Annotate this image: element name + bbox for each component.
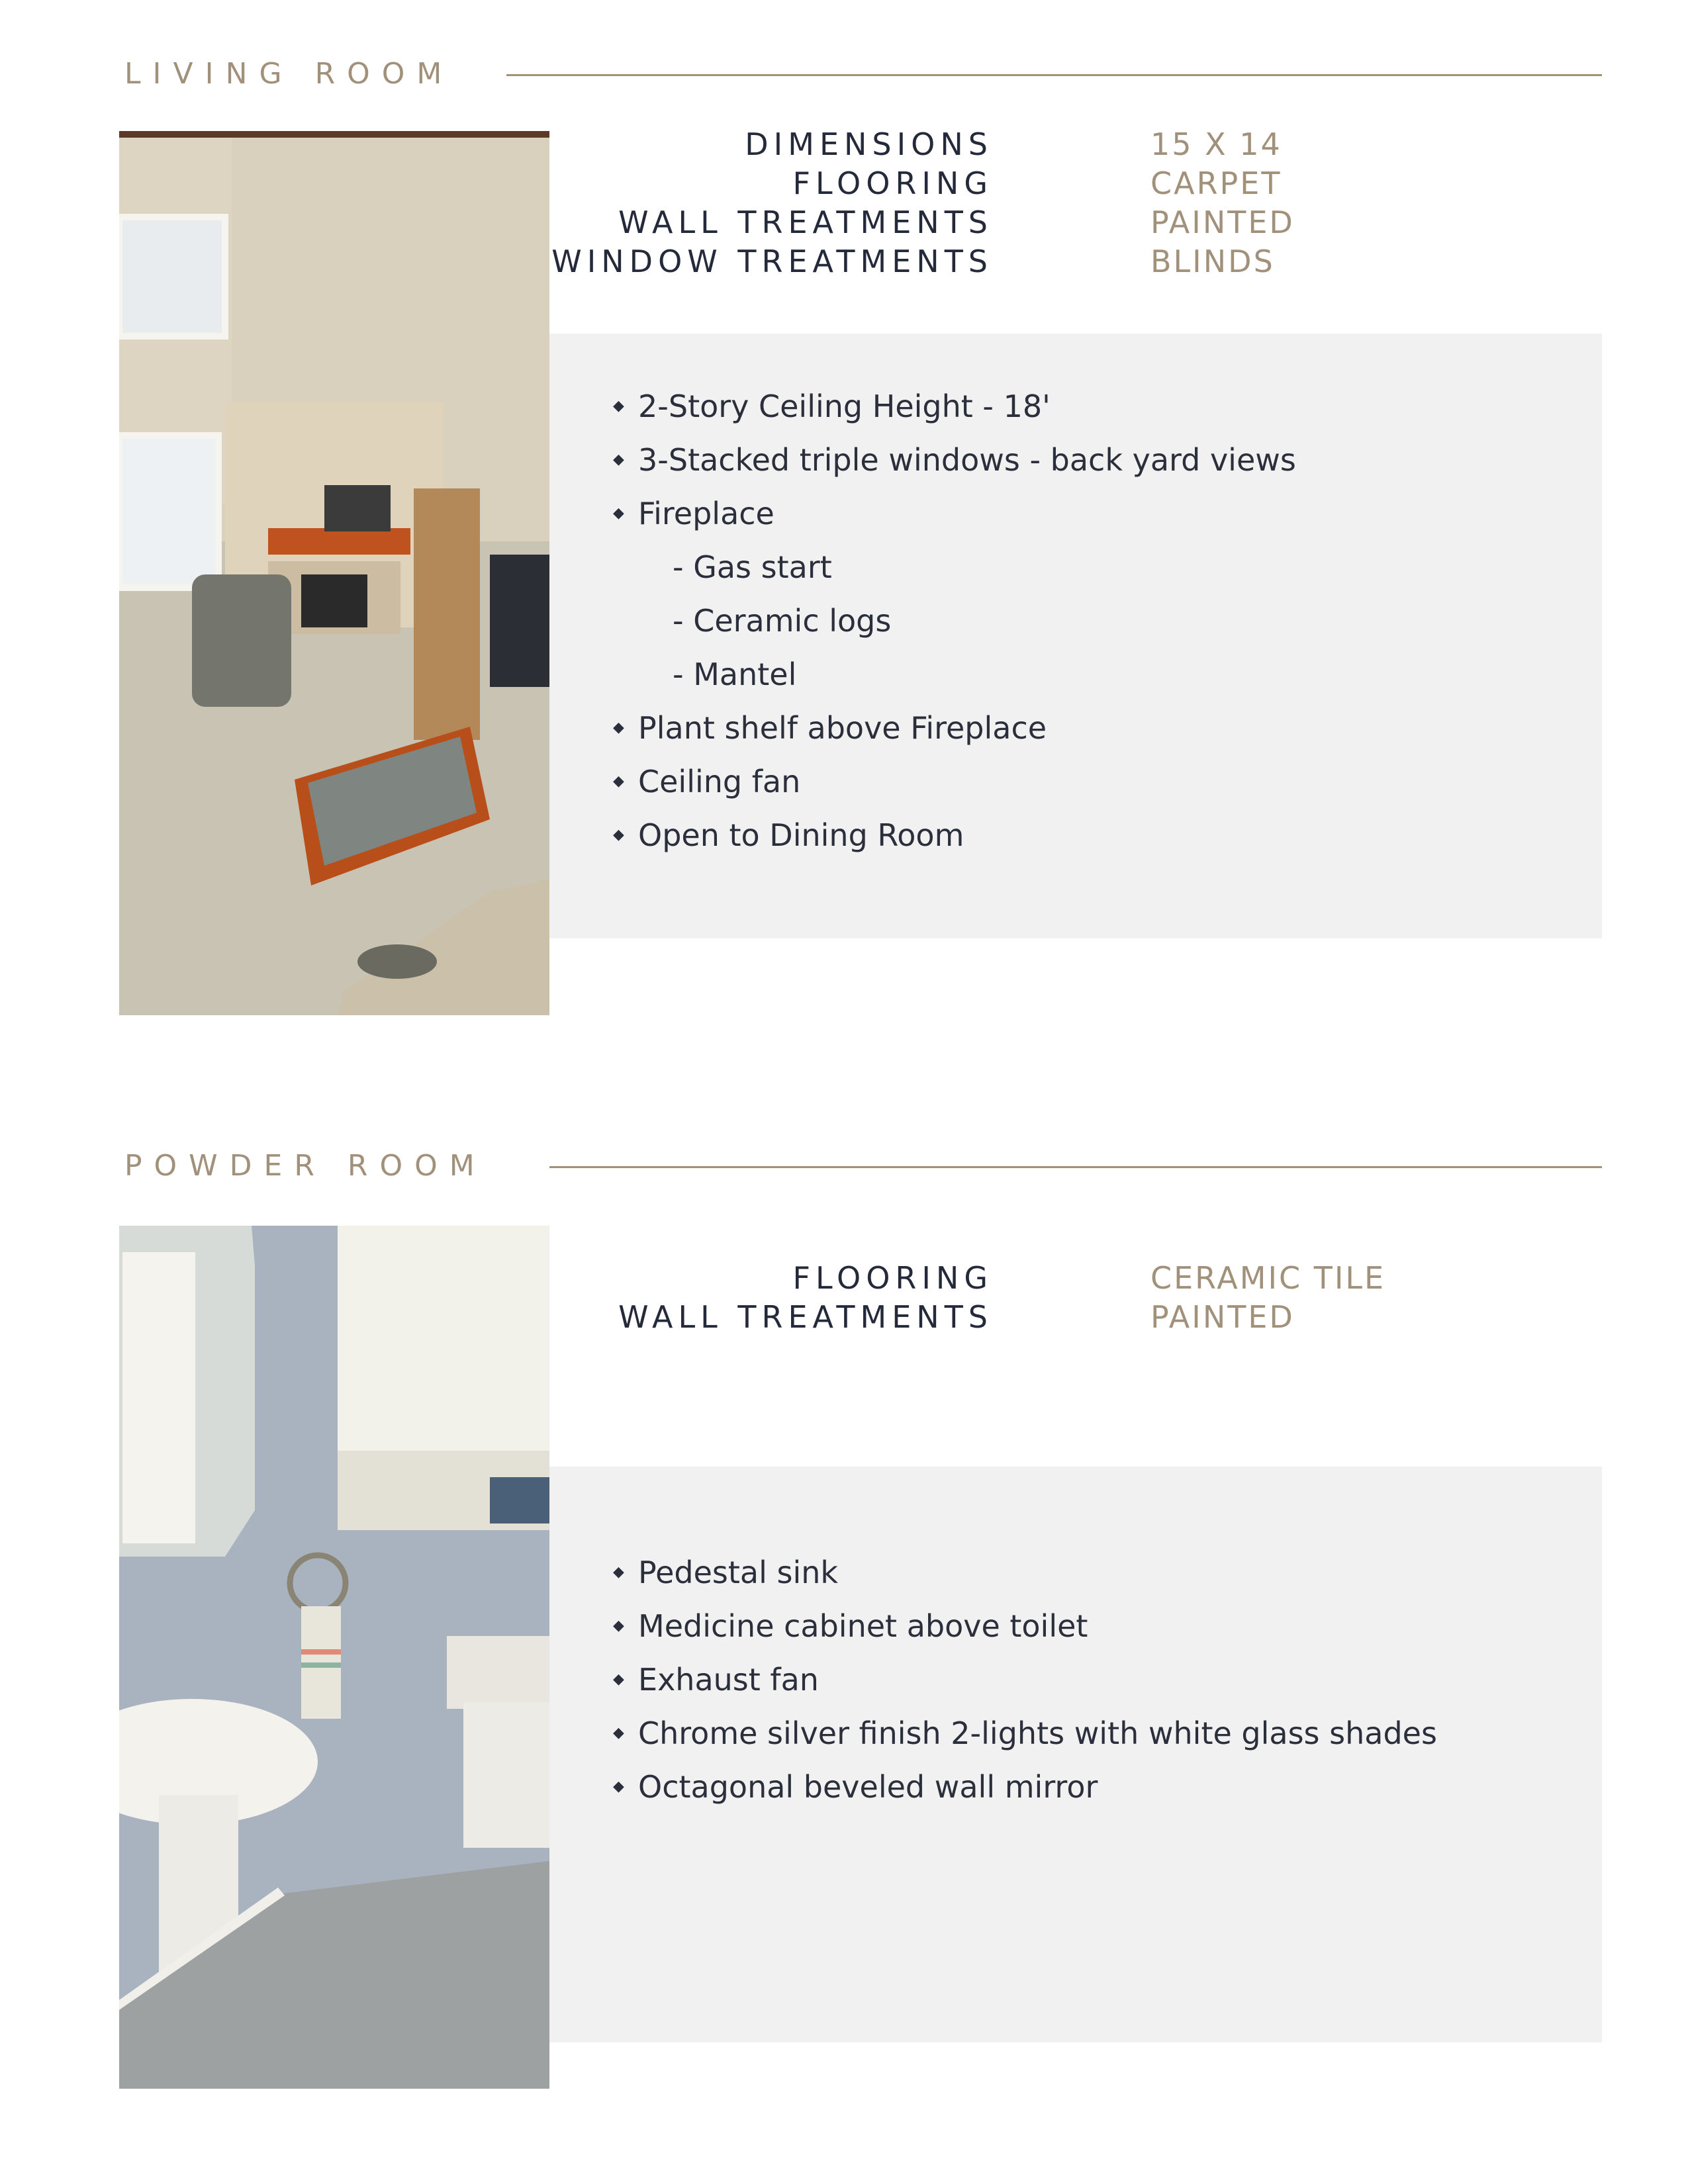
living-room-features-panel [549, 334, 1602, 938]
spec-value: CERAMIC TILE [1150, 1260, 1386, 1296]
bullet-icon: ◆ [613, 719, 624, 736]
sub-feature-text: - Ceramic logs [673, 603, 892, 639]
living-room-divider [506, 74, 1602, 76]
feature-text: Octagonal beveled wall mirror [638, 1769, 1098, 1805]
living-room-heading: LIVING ROOM [124, 57, 454, 91]
powder-room-heading: POWDER ROOM [124, 1149, 487, 1183]
feature-text: Plant shelf above Fireplace [638, 710, 1047, 746]
spec-row [549, 124, 1602, 164]
feature-text: Fireplace [638, 496, 774, 531]
powder-room-specs [549, 1258, 1602, 1344]
feature-text: Ceiling fan [638, 764, 801, 799]
bullet-icon: ◆ [613, 773, 624, 790]
bullet-icon: ◆ [613, 1778, 624, 1795]
feature-text: Medicine cabinet above toilet [638, 1608, 1088, 1644]
feature-text: 3-Stacked triple windows - back yard views [638, 442, 1296, 478]
powder-room-photo [119, 1226, 549, 2089]
spec-value: PAINTED [1150, 1299, 1295, 1335]
bullet-icon: ◆ [613, 1671, 624, 1688]
bullet-icon: ◆ [613, 398, 624, 414]
spec-value: CARPET [1150, 165, 1282, 201]
living-room-specs [549, 124, 1602, 290]
spec-label: WALL TREATMENTS [618, 205, 993, 240]
spec-label: FLOORING [792, 1260, 993, 1296]
bullet-icon: ◆ [613, 1725, 624, 1741]
powder-room-divider [549, 1166, 1602, 1168]
bullet-icon: ◆ [613, 1617, 624, 1634]
spec-row [549, 203, 1602, 242]
bullet-icon: ◆ [613, 505, 624, 522]
bullet-icon: ◆ [613, 451, 624, 468]
powder-room-features-panel [549, 1467, 1602, 2042]
spec-label: WALL TREATMENTS [618, 1299, 993, 1335]
spec-label: FLOORING [792, 165, 993, 201]
living-room-photo [119, 131, 549, 1015]
spec-value: BLINDS [1150, 244, 1275, 279]
spec-row [549, 163, 1602, 203]
spec-label: WINDOW TREATMENTS [551, 244, 993, 279]
sub-feature-text: - Mantel [673, 657, 797, 692]
feature-text: Chrome silver finish 2-lights with white glass shades [638, 1715, 1437, 1751]
spec-value: 15 X 14 [1150, 126, 1282, 162]
feature-text: Pedestal sink [638, 1555, 839, 1590]
sub-feature-text: - Gas start [673, 549, 832, 585]
spec-row [549, 1297, 1602, 1337]
spec-row [549, 1258, 1602, 1298]
spec-value: PAINTED [1150, 205, 1295, 240]
feature-text: Open to Dining Room [638, 817, 964, 853]
bullet-icon: ◆ [613, 1564, 624, 1580]
spec-label: DIMENSIONS [745, 126, 993, 162]
feature-text: Exhaust fan [638, 1662, 819, 1698]
spec-row [549, 242, 1602, 281]
bullet-icon: ◆ [613, 827, 624, 843]
feature-text: 2-Story Ceiling Height - 18' [638, 388, 1051, 424]
